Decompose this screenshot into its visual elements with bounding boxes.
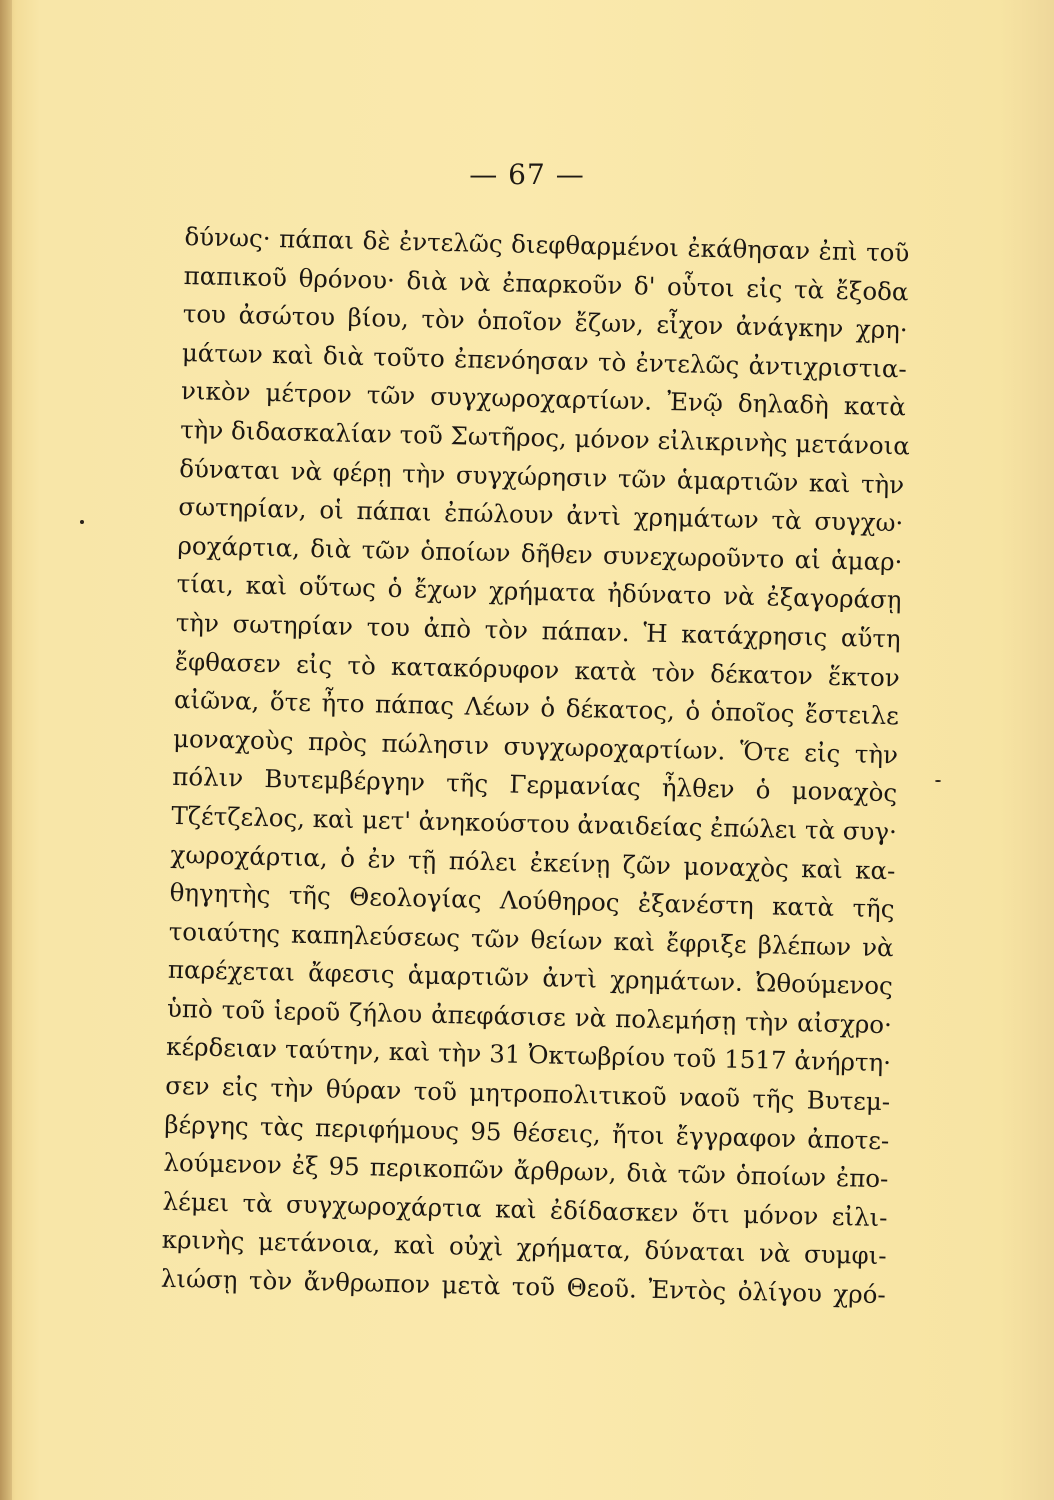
text-line: λιώσῃ τὸν ἄνθρωπον μετὰ τοῦ Θεοῦ. Ἐντὸς ὀλίγου χρό- [160, 1263, 887, 1310]
paper-speck [935, 780, 941, 782]
text-line: ἔφθασεν εἰς τὸ κατακόρυφον κατὰ τὸν δέκατον ἕκτον [174, 646, 901, 692]
text-line: μοναχοὺς πρὸς πώλησιν συγχωροχαρτίων. Ὅτε εἰς τὴν [172, 723, 899, 770]
text-line: πόλιν Βυτεμβέργην τῆς Γερμανίας ἦλθεν ὁ μοναχὸς [171, 762, 898, 808]
text-line: θηγητὴς τῆς Θεολογίας Λούθηρος ἐξανέστη κατὰ τῆς [169, 877, 895, 924]
text-line: λούμενον ἐξ 95 περικοπῶν ἄρθρων, διὰ τῶν ὁποίων ἐπο- [163, 1148, 889, 1194]
text-line: βέργης τὰς περιφήμους 95 θέσεις, ἤτοι ἔγγραφον ἀποτε- [164, 1109, 890, 1155]
text-line: κρινὴς μετάνοια, καὶ οὐχὶ χρήματα, δύναται νὰ συμφι- [161, 1225, 887, 1271]
text-line: δύναται νὰ φέρῃ τὴν συγχώρησιν τῶν ἁμαρτιῶν καὶ τὴν [178, 453, 905, 499]
text-line: ὑπὸ τοῦ ἱεροῦ ζήλου ἀπεφάσισε νὰ πολεμήσῃ τὴν αἰσχρο· [166, 993, 893, 1040]
text-line: μάτων καὶ διὰ τοῦτο ἐπενόησαν τὸ ἐντελῶς ἀντιχριστια- [181, 337, 908, 384]
text-line: νικὸν μέτρον τῶν συγχωροχαρτίων. Ἐνῷ δηλαδὴ κατὰ [180, 376, 907, 422]
text-line: αἰῶνα, ὅτε ἦτο πάπας Λέων ὁ δέκατος, ὁ ὁποῖος ἔστειλε [173, 685, 900, 731]
text-line: κέρδειαν ταύτην, καὶ τὴν 31 Ὀκτωβρίου τοῦ 1517 ἀνήρτη· [165, 1032, 892, 1078]
body-text [160, 218, 909, 1315]
text-line: του ἀσώτου βίου, τὸν ὁποῖον ἔζων, εἶχον ἀνάγκην χρη· [182, 299, 908, 345]
text-line: παρέχεται ἄφεσις ἁμαρτιῶν ἀντὶ χρημάτων. Ὠθούμενος [167, 955, 894, 1001]
text-line: τὴν σωτηρίαν του ἀπὸ τὸν πάπαν. Ἡ κατάχρησις αὕτη [175, 607, 901, 654]
text-line: τοιαύτης καπηλεύσεως τῶν θείων καὶ ἔφριξε βλέπων νὰ [168, 916, 894, 962]
text-line: παπικοῦ θρόνου· διὰ νὰ ἐπαρκοῦν δ' οὗτοι εἰς τὰ ἔξοδα [183, 260, 909, 307]
text-line: τίαι, καὶ οὕτως ὁ ἔχων χρήματα ἠδύνατο νὰ ἐξαγοράσῃ [176, 569, 902, 615]
book-spine-edge [0, 0, 12, 1500]
text-line: σεν εἰς τὴν θύραν τοῦ μητροπολιτικοῦ ναοῦ τῆς Βυτεμ- [164, 1070, 891, 1117]
text-line: χωροχάρτια, ὁ ἐν τῇ πόλει ἐκείνῃ ζῶν μοναχὸς καὶ κα- [170, 839, 896, 885]
text-line: δύνως· πάπαι δὲ ἐντελῶς διεφθαρμένοι ἐκάθησαν ἐπὶ τοῦ [184, 221, 910, 268]
text-line: σωτηρίαν, οἱ πάπαι ἐπώλουν ἀντὶ χρημάτων τὰ συγχω· [178, 492, 904, 538]
text-line: Τζέτζελος, καὶ μετ' ἀνηκούστου ἀναιδείας ἐπώλει τὰ συγ· [171, 800, 898, 847]
text-line: λέμει τὰ συγχωροχάρτια καὶ ἐδίδασκεν ὅτι μόνον εἰλι- [162, 1186, 888, 1233]
text-line: ροχάρτια, διὰ τῶν ὁποίων δῆθεν συνεχωροῦντο αἱ ἁμαρ· [177, 530, 903, 577]
text-line: τὴν διδασκαλίαν τοῦ Σωτῆρος, μόνον εἰλικρινὴς μετάνοια [179, 414, 911, 461]
paper-speck [80, 520, 84, 524]
page-number: — 67 — [469, 158, 585, 191]
